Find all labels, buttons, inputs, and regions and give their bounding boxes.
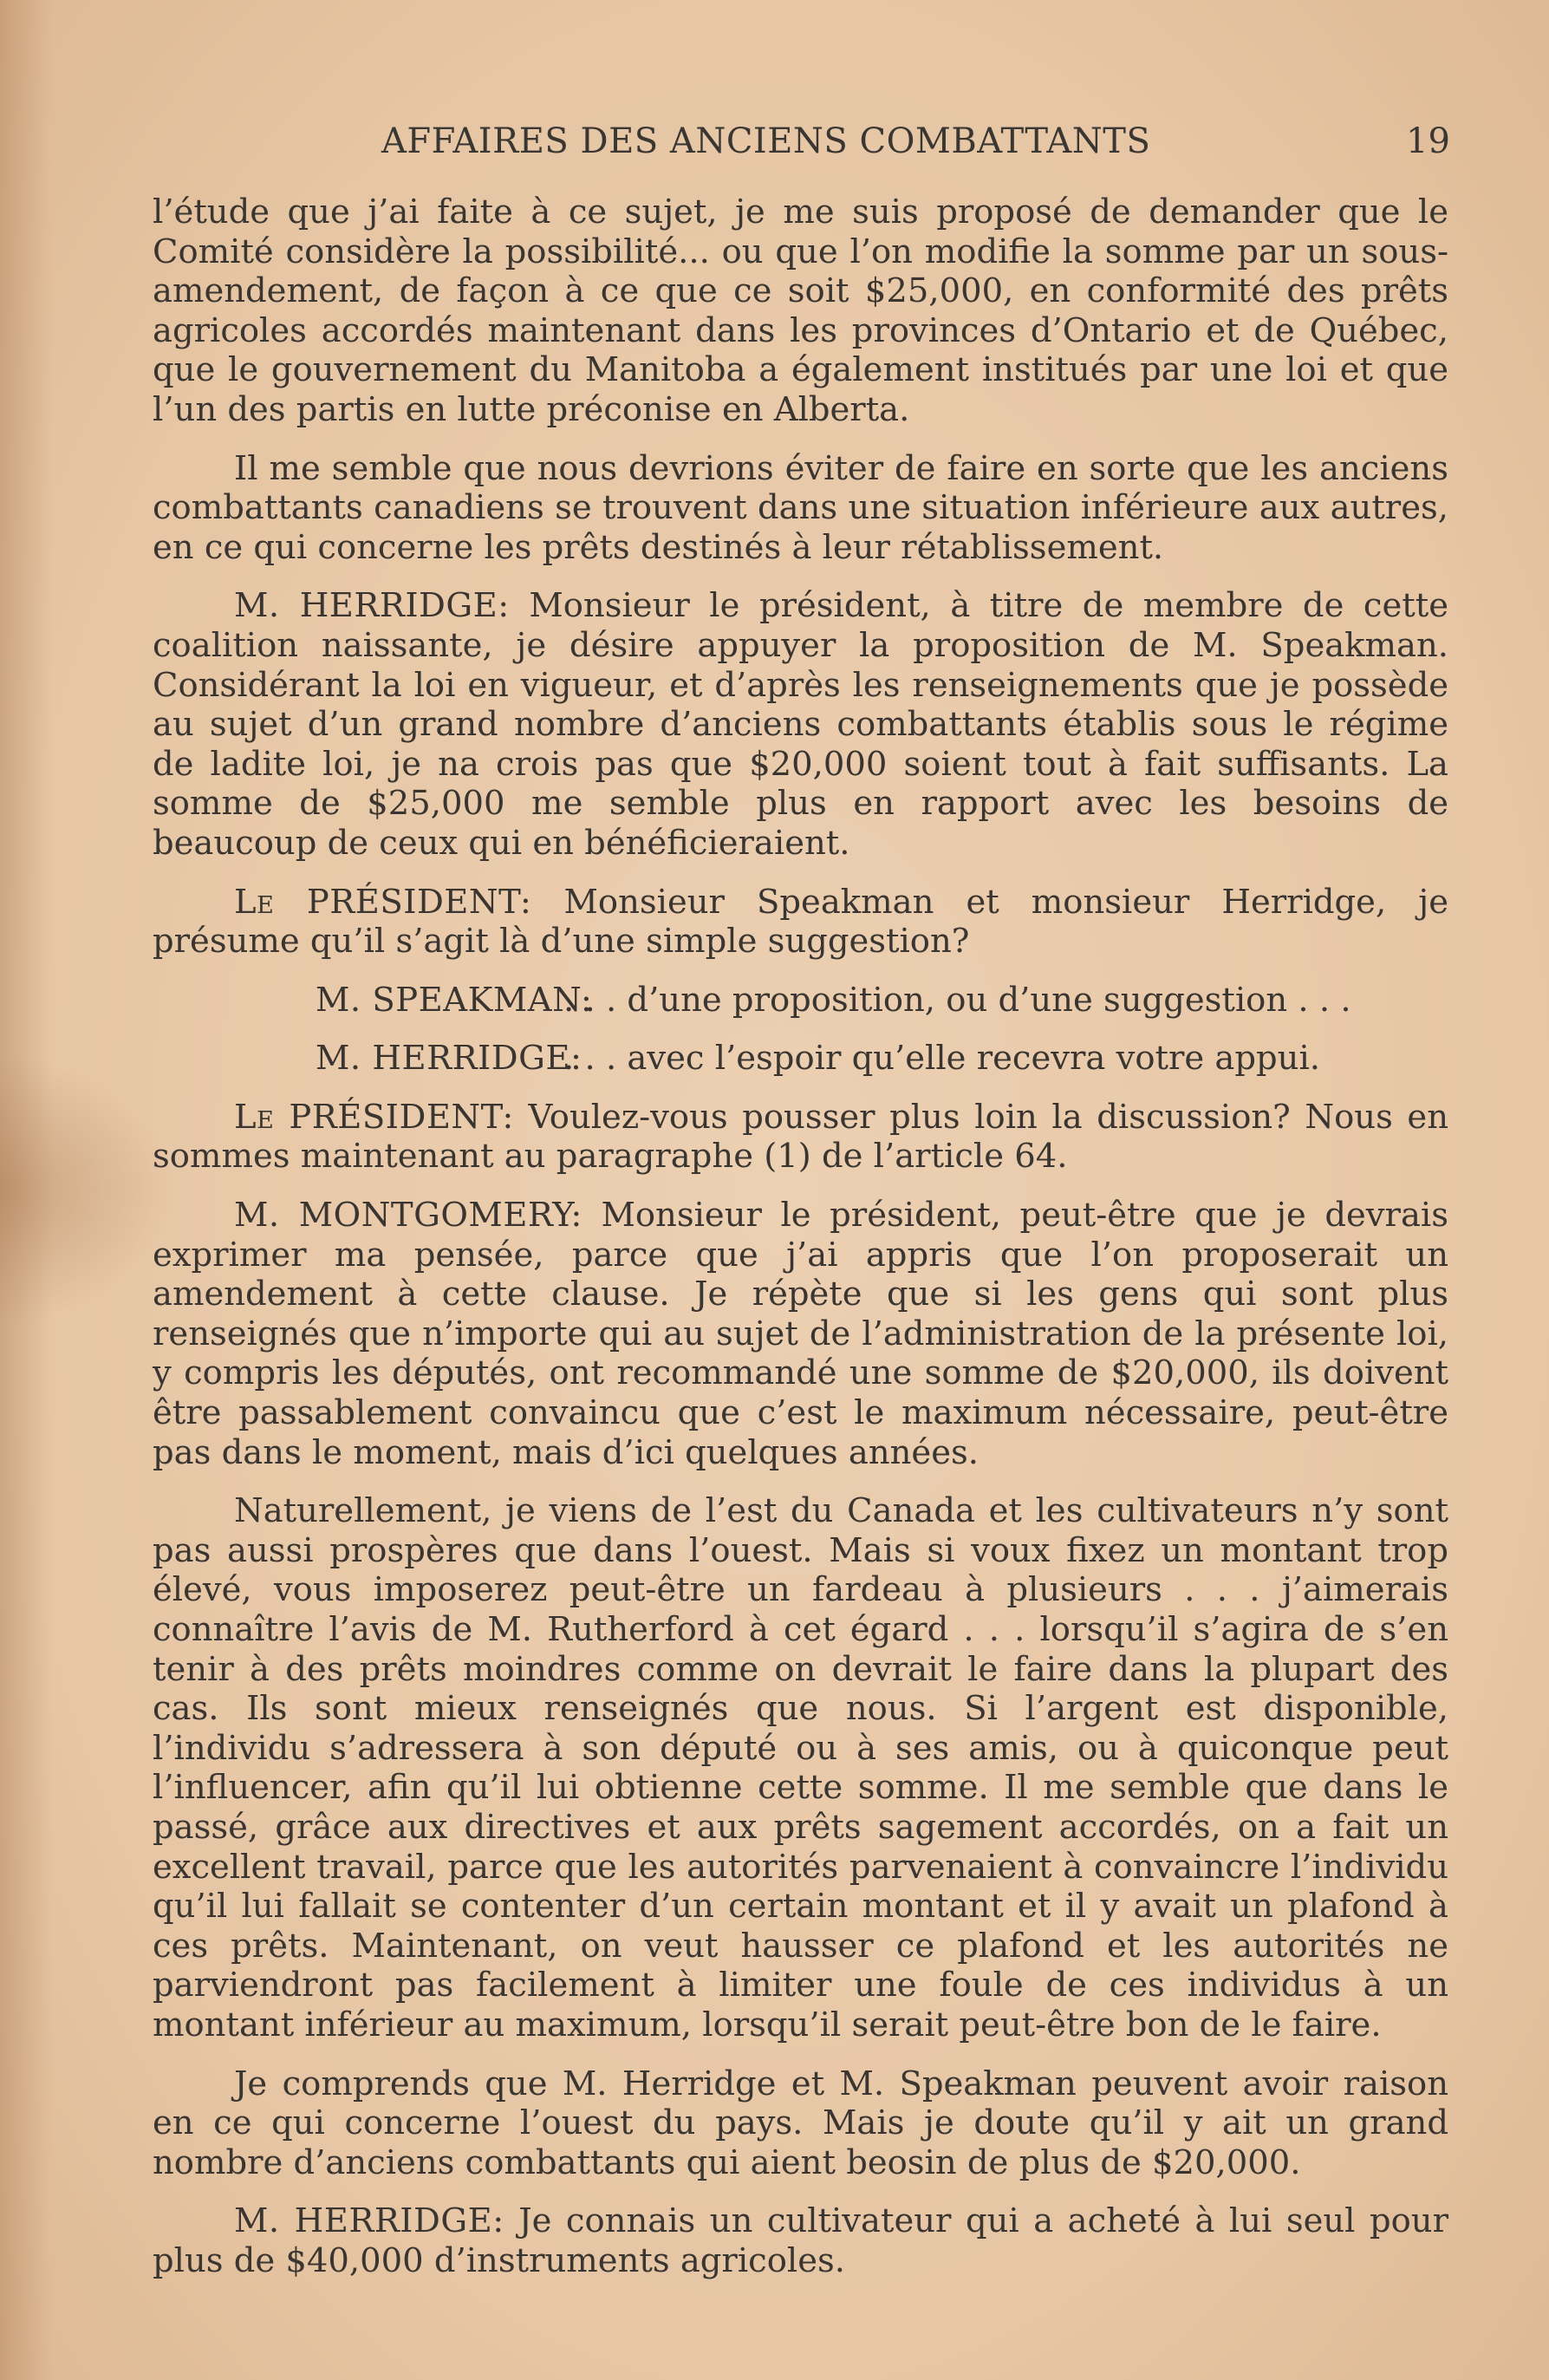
paragraph: [153, 449, 1448, 568]
speaker-name: M. MONTGOMERY:: [234, 1196, 583, 1236]
dialog-line: [153, 981, 1448, 1020]
dialog-line: [153, 1039, 1448, 1079]
paragraph-text: Monsieur Speakman et monsieur Herridge, je présume qu’il s’agit là d’une simple suggestion?: [153, 882, 1449, 962]
paragraph: [153, 2201, 1448, 2280]
dialog-text: . . . avec l’espoir qu’elle recevra votre appui.: [563, 1039, 1320, 1079]
paragraph: [153, 1491, 1448, 2044]
speaker-name: M. SPEAKMAN:: [316, 980, 593, 1020]
dialog-text: . . . d’une proposition, ou d’une suggestion . . .: [563, 980, 1351, 1020]
paragraph-text: Monsieur le président, peut-être que je devrais exprimer ma pensée, parce que j’ai appris que l’on proposerait un amendement à cette clause. Je répète que si les gens qui sont plus renseignés que n’importe qui au sujet de l’administration de la présente loi, y compris les députés, ont recommandé une somme de $20,000, ils doivent être passablement convaincu que c’est le maximum nécessaire, peut-être pas dans le moment, mais d’ici quelques années.: [153, 1196, 1448, 1472]
speaker-name: M. HERRIDGE:: [234, 2201, 504, 2241]
paragraph-text: Je connais un cultivateur qui a acheté à lui seul pour plus de $40,000 d’instruments agricoles.: [153, 2201, 1448, 2280]
paragraph-text: Monsieur le président, à titre de membre de cette coalition naissante, je désire appuyer la proposition de M. Speakman. Considérant la loi en vigueur, et d’après les renseignements que je possède au sujet d’un grand nombre d’anciens combattants établis sous le régime de ladite loi, je na crois pas que $20,000 soient tout à fait suffisants. La somme de $25,000 me semble plus en rapport avec les besoins de beaucoup de ceux qui en bénéficieraient.: [153, 586, 1448, 863]
paragraph: [153, 1098, 1448, 1177]
paragraph-text: Voulez-vous pousser plus loin la discussion? Nous en sommes maintenant au paragraphe (1) de l’article 64.: [153, 1097, 1448, 1177]
paragraph-text: Je comprends que M. Herridge et M. Speakman peuvent avoir raison en ce qui concerne l’ouest du pays. Mais je doute qu’il y ait un grand nombre d’anciens combattants qui aient beosin de plus de $20,000.: [153, 2064, 1448, 2182]
paragraph-text: Il me semble que nous devrions éviter de faire en sorte que les anciens combattants canadiens se trouvent dans une situation inférieure aux autres, en ce qui concerne les prêts destinés à leur rétablissement.: [153, 448, 1448, 567]
paragraph: [153, 1196, 1448, 1472]
paragraph: [153, 586, 1448, 863]
paragraph-text: Naturellement, je viens de l’est du Canada et les cultivateurs n’y sont pas aussi prospères que dans l’ouest. Mais si voux fixez un montant trop élevé, vous imposerez peut-être un fardeau à plusieurs . . . j’aimerais connaître l’avis de M. Rutherford à cet égard . . . lorsqu’il s’agira de s’en tenir à des prêts moindres comme on devrait le faire dans la plupart des cas. Ils sont mieux renseignés que nous. Si l’argent est disponible, l’individu s’adressera à son député ou à ses amis, ou à quiconque peut l’influencer, afin qu’il lui obtienne cette somme. Il me semble que dans le passé, grâce aux directives et aux prêts sagement accordés, on a fait un excellent travail, parce que les autorités parvenaient à convaincre l’individu qu’il lui fallait se contenter d’un certain montant et il y avait un plafond à ces prêts. Maintenant, on veut hausser ce plafond et les autorités ne parviendront pas facilement à limiter une foule de ces individus à un montant inférieur au maximum, lorsqu’il serait peut-être bon de le faire.: [153, 1491, 1448, 2044]
speaker-name: Le PRÉSIDENT:: [234, 1097, 514, 1137]
paragraph: [153, 192, 1448, 430]
page-number: 19: [1406, 121, 1450, 161]
speaker-name: M. HERRIDGE:: [316, 1039, 583, 1079]
body-text: [153, 192, 1448, 2300]
speaker-name: Le PRÉSIDENT:: [234, 882, 532, 922]
paragraph-text: l’étude que j’ai faite à ce sujet, je me suis proposé de demander que le Comité considère la possibilité... ou que l’on modifie la somme par un sous-amendement, de façon à ce que ce soit $25,000, en conformité des prêts agricoles accordés maintenant dans les provinces d’Ontario et de Québec, que le gouvernement du Manitoba a également institués par une loi et que l’un des partis en lutte préconise en Alberta.: [153, 192, 1448, 429]
speaker-name: M. HERRIDGE:: [234, 586, 510, 626]
running-title: AFFAIRES DES ANCIENS COMBATTANTS: [381, 121, 1151, 161]
paragraph: [153, 2064, 1448, 2183]
paragraph: [153, 883, 1448, 962]
